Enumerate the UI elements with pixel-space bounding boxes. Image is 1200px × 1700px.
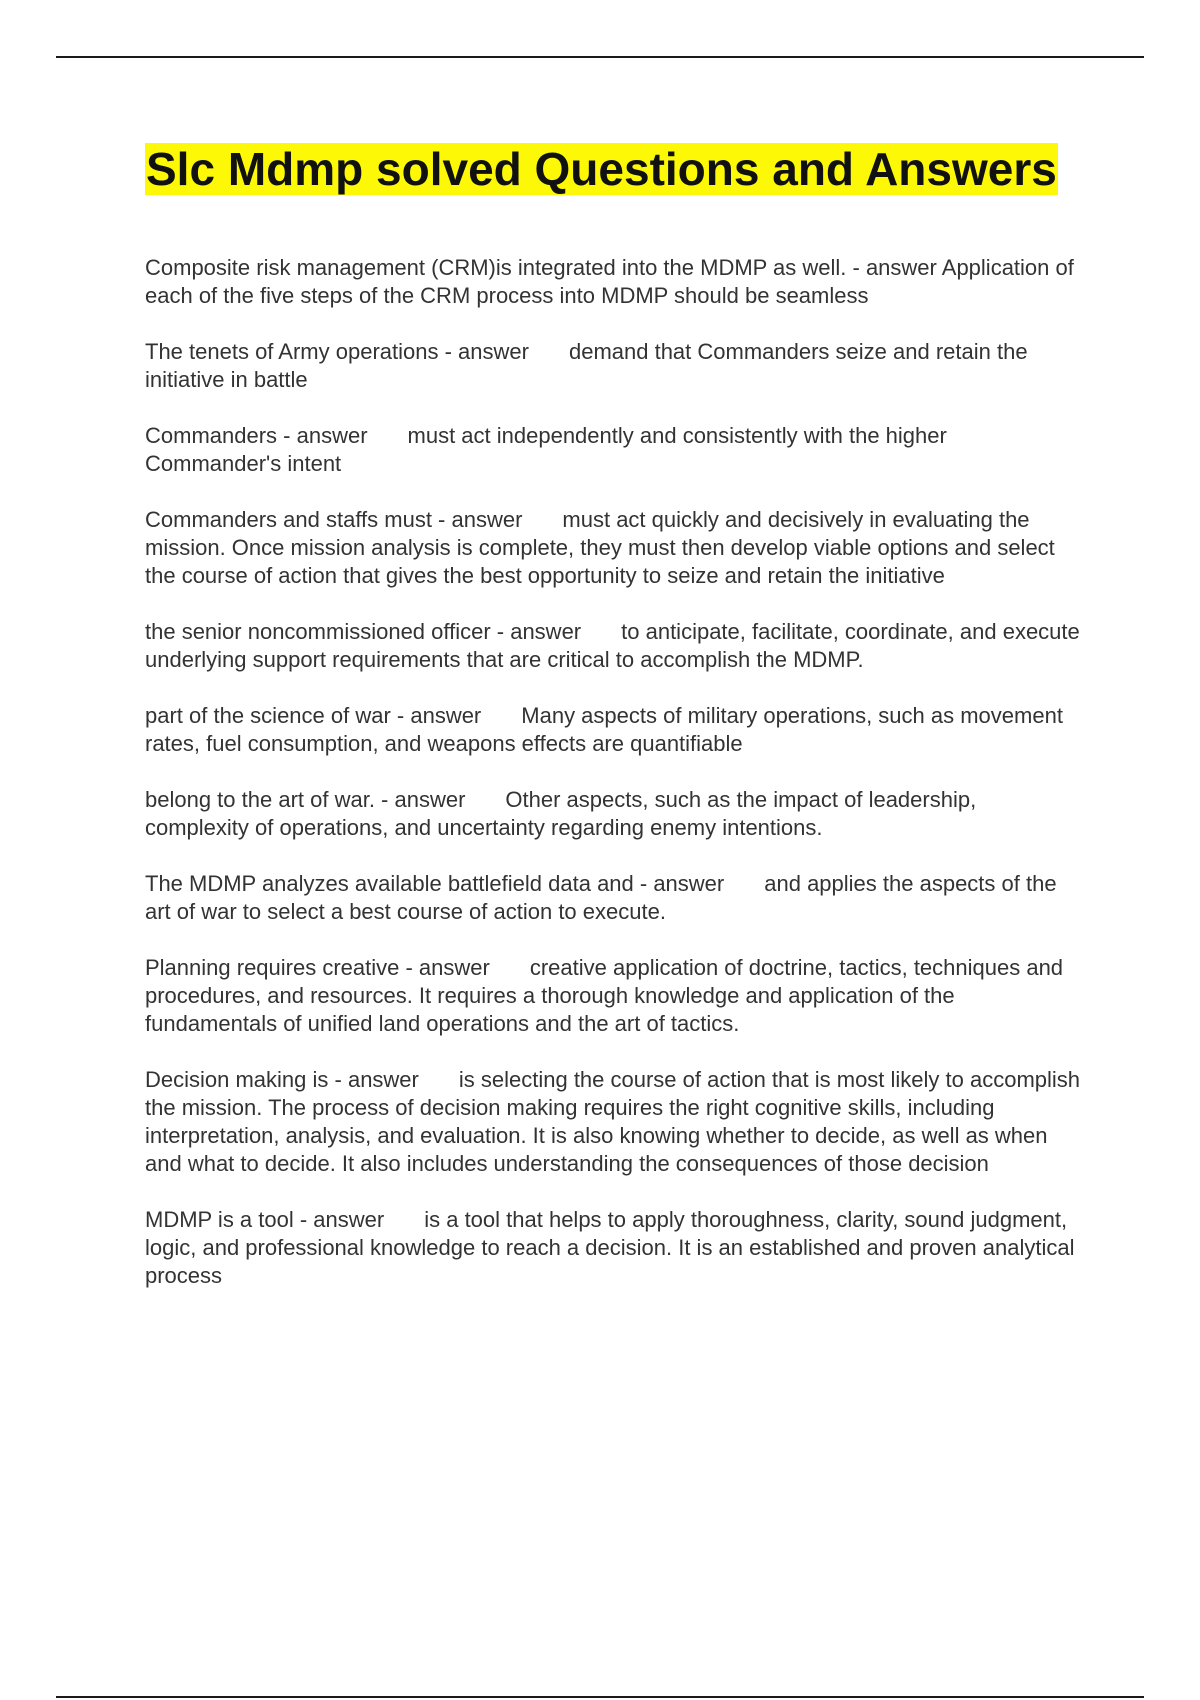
qa-item — [145, 786, 1085, 842]
qa-question: The MDMP analyzes available battlefield data and - answer — [145, 871, 725, 896]
qa-answer: to anticipate, facilitate, coordinate, and execute underlying support requirements that are critical to accomplish the MDMP. — [145, 619, 1080, 672]
qa-item — [145, 954, 1085, 1038]
bottom-rule — [56, 1696, 1144, 1698]
qa-item — [145, 702, 1085, 758]
document-title — [145, 140, 1085, 198]
qa-question: Commanders and staffs must - answer — [145, 507, 523, 532]
qa-answer: and applies the aspects of the art of war to select a best course of action to execute. — [145, 871, 1057, 924]
qa-question: the senior noncommissioned officer - answer — [145, 619, 582, 644]
qa-item — [145, 506, 1085, 590]
qa-question: belong to the art of war. - answer — [145, 787, 466, 812]
qa-answer: is selecting the course of action that is most likely to accomplish the mission. The process of decision making requires the right cognitive skills, including interpretation, analysis, and evaluation. It is also knowing whether to decide, as well as when and what to decide. It also includes understanding the consequences of those decision — [145, 1067, 1081, 1176]
qa-item — [145, 338, 1085, 394]
qa-question: Commanders - answer — [145, 423, 368, 448]
qa-answer: must act quickly and decisively in evaluating the mission. Once mission analysis is complete, they must then develop viable options and select the course of action that gives the best opportunity to seize and retain the initiative — [145, 507, 1055, 588]
qa-question: Decision making is - answer — [145, 1067, 419, 1092]
qa-question: MDMP is a tool - answer — [145, 1207, 385, 1232]
qa-item — [145, 618, 1085, 674]
qa-question: part of the science of war - answer — [145, 703, 482, 728]
qa-item — [145, 422, 1085, 478]
qa-answer: demand that Commanders seize and retain the initiative in battle — [145, 339, 1028, 392]
qa-answer: is a tool that helps to apply thoroughness, clarity, sound judgment, logic, and professional knowledge to reach a decision. It is an established and proven analytical process — [145, 1207, 1075, 1288]
qa-answer: must act independently and consistently with the higher Commander's intent — [145, 423, 947, 476]
qa-question-answer: Composite risk management (CRM)is integrated into the MDMP as well. - answer Application of each of the five steps of the CRM process into MDMP should be seamless — [145, 255, 1074, 308]
qa-answer: Many aspects of military operations, such as movement rates, fuel consumption, and weapons effects are quantifiable — [145, 703, 1063, 756]
qa-answer: creative application of doctrine, tactics, techniques and procedures, and resources. It requires a thorough knowledge and application of the fundamentals of unified land operations and the art of tactics. — [145, 955, 1064, 1036]
qa-item — [145, 254, 1085, 310]
qa-item — [145, 1066, 1085, 1178]
top-rule — [56, 56, 1144, 58]
qa-item — [145, 870, 1085, 926]
qa-question: The tenets of Army operations - answer — [145, 339, 529, 364]
qa-question: Planning requires creative - answer — [145, 955, 490, 980]
document-title-text: Slc Mdmp solved Questions and Answers — [146, 143, 1057, 195]
document-body — [145, 140, 1085, 1318]
qa-list — [145, 254, 1085, 1290]
qa-item — [145, 1206, 1085, 1290]
qa-answer: Other aspects, such as the impact of leadership, complexity of operations, and uncertainty regarding enemy intentions. — [145, 787, 977, 840]
